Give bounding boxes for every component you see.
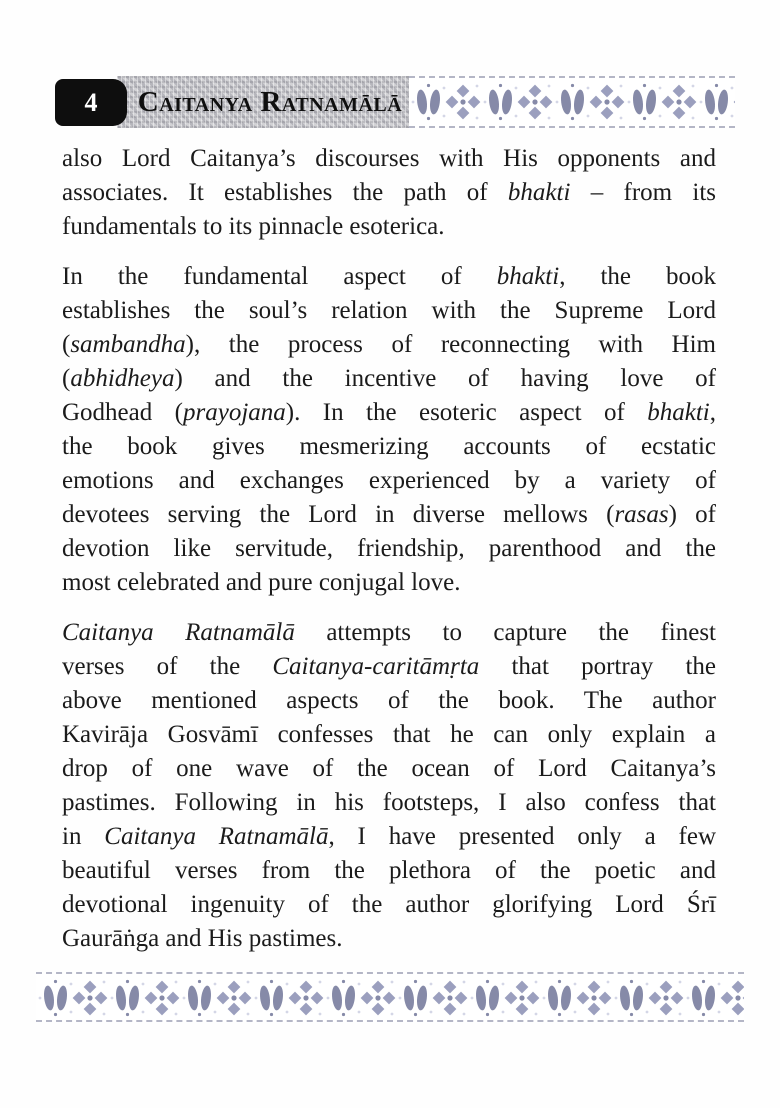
text-line: (abhidheya) and the incentive of having love of [62,365,716,392]
text-line: devotional ingenuity of the author glorifying Lord Śrī [62,891,716,918]
decorative-border-bottom [36,972,744,1022]
text-line: Gaurāṅga and His pastimes. [62,925,343,952]
page-number: 4 [84,87,98,117]
floral-ornament-icon [36,974,744,1020]
text-line: associates. It establishes the path of bhakti – from its [62,179,716,206]
page-header [55,76,735,128]
paragraph [62,616,716,956]
text-line: devotees serving the Lord in diverse mellows (rasas) of [62,501,716,528]
text-line: in Caitanya Ratnamālā, I have presented only a few [62,823,716,850]
text-line: beautiful verses from the plethora of the poetic and [62,857,716,884]
decorative-border-top [409,76,735,128]
text-line: (sambandha), the process of reconnecting with Him [62,331,716,358]
text-line: establishes the soul’s relation with the Supreme Lord [62,297,716,324]
page-number-badge [55,79,127,126]
text-line: the book gives mesmerizing accounts of ecstatic [62,433,716,460]
text-line: above mentioned aspects of the book. The author [62,687,716,714]
text-line: Godhead (prayojana). In the esoteric aspect of bhakti, [62,399,717,426]
text-line: Caitanya Ratnamālā attempts to capture the finest [62,619,716,646]
text-line: also Lord Caitanya’s discourses with His opponents and [62,145,716,172]
text-line: verses of the Caitanya-caritāmṛta that portray the [62,653,716,680]
text-line: drop of one wave of the ocean of Lord Caitanya’s [62,755,716,782]
text-line: pastimes. Following in his footsteps, I also confess that [62,789,716,816]
body-text [62,142,716,956]
text-line: fundamentals to its pinnacle esoterica. [62,213,445,240]
header-title: Caitanya Ratnamālā [137,85,403,118]
text-line: devotion like servitude, friendship, parenthood and the [62,535,716,562]
paragraph [62,260,716,600]
paragraph [62,142,716,244]
text-line: In the fundamental aspect of bhakti, the book [62,263,717,290]
floral-ornament-icon [409,78,735,126]
header-title-band [117,76,409,128]
text-line: most celebrated and pure conjugal love. [62,569,461,596]
text-line: emotions and exchanges experienced by a variety of [62,467,716,494]
text-line: Kavirāja Gosvāmī confesses that he can only explain a [62,721,716,748]
